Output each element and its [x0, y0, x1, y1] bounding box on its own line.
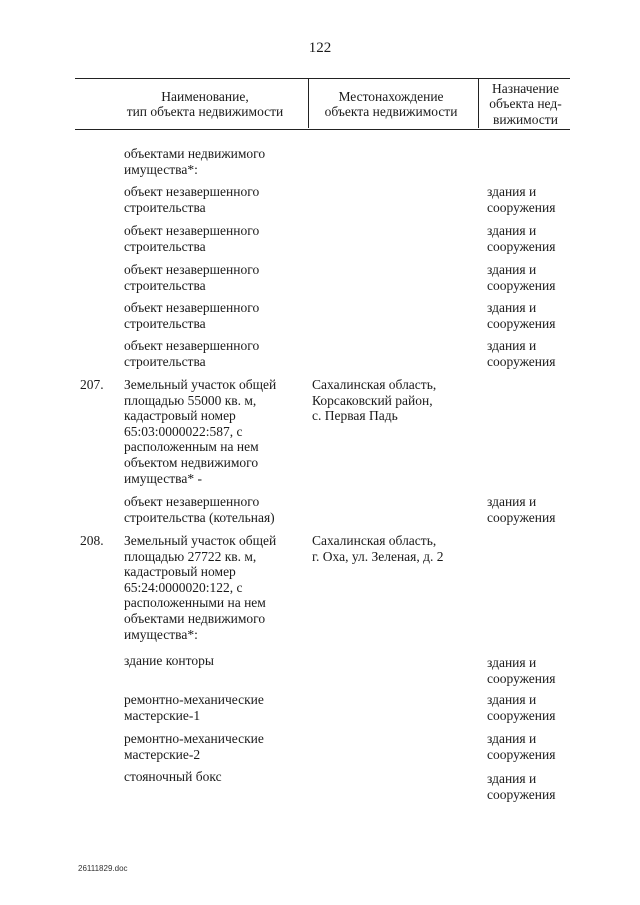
header-location-column: Местонахождение объекта недвижимости [324, 88, 458, 119]
row-name: объект незавершенного строительства (котельная) [124, 494, 275, 525]
row-name: объект незавершенного строительства [124, 300, 260, 331]
row-purpose: здания и сооружения [487, 262, 556, 293]
row-purpose: здания и сооружения [487, 771, 556, 802]
row-purpose: здания и сооружения [487, 300, 556, 331]
row-location: Сахалинская область, г. Оха, ул. Зеленая, д. 2 [312, 533, 444, 564]
header-divider [478, 78, 479, 128]
row-purpose: здания и сооружения [487, 494, 556, 525]
row-number: 207. [80, 377, 104, 392]
row-purpose: здания и сооружения [487, 655, 556, 686]
row-name: Земельный участок общей площадью 27722 кв. м, кадастровый номер 65:24:0000020:122, с расположенными на нем объектами недвижимого имущества*: [124, 533, 277, 642]
row-purpose: здания и сооружения [487, 692, 556, 723]
row-name: объект незавершенного строительства [124, 184, 260, 215]
row-purpose: здания и сооружения [487, 731, 556, 762]
row-name: ремонтно-механические мастерские-1 [124, 692, 264, 723]
row-purpose: здания и сооружения [487, 184, 556, 215]
row-name: ремонтно-механические мастерские-2 [124, 731, 264, 762]
row-name: здание конторы [124, 653, 214, 668]
row-location: Сахалинская область, Корсаковский район, с. Первая Падь [312, 377, 437, 424]
header-divider [308, 78, 309, 128]
row-number: 208. [80, 533, 104, 548]
row-name: объектами недвижимого имущества*: [124, 146, 266, 177]
row-name: объект незавершенного строительства [124, 223, 260, 254]
row-purpose: здания и сооружения [487, 223, 556, 254]
row-name: стояночный бокс [124, 769, 222, 784]
file-name-footer: 26111829.doc [78, 864, 128, 873]
header-name-column: Наименование, тип объекта недвижимости [126, 88, 284, 119]
row-name: объект незавершенного строительства [124, 338, 260, 369]
page-number: 122 [308, 40, 332, 56]
row-name: Земельный участок общей площадью 55000 кв. м, кадастровый номер 65:03:0000022:587, с расположенным на нем объектом недвижимого имущества* - [124, 377, 277, 486]
header-purpose-column: Назначение объекта нед- вижимости [489, 80, 562, 127]
row-purpose: здания и сооружения [487, 338, 556, 369]
table-header [75, 78, 570, 130]
row-name: объект незавершенного строительства [124, 262, 260, 293]
